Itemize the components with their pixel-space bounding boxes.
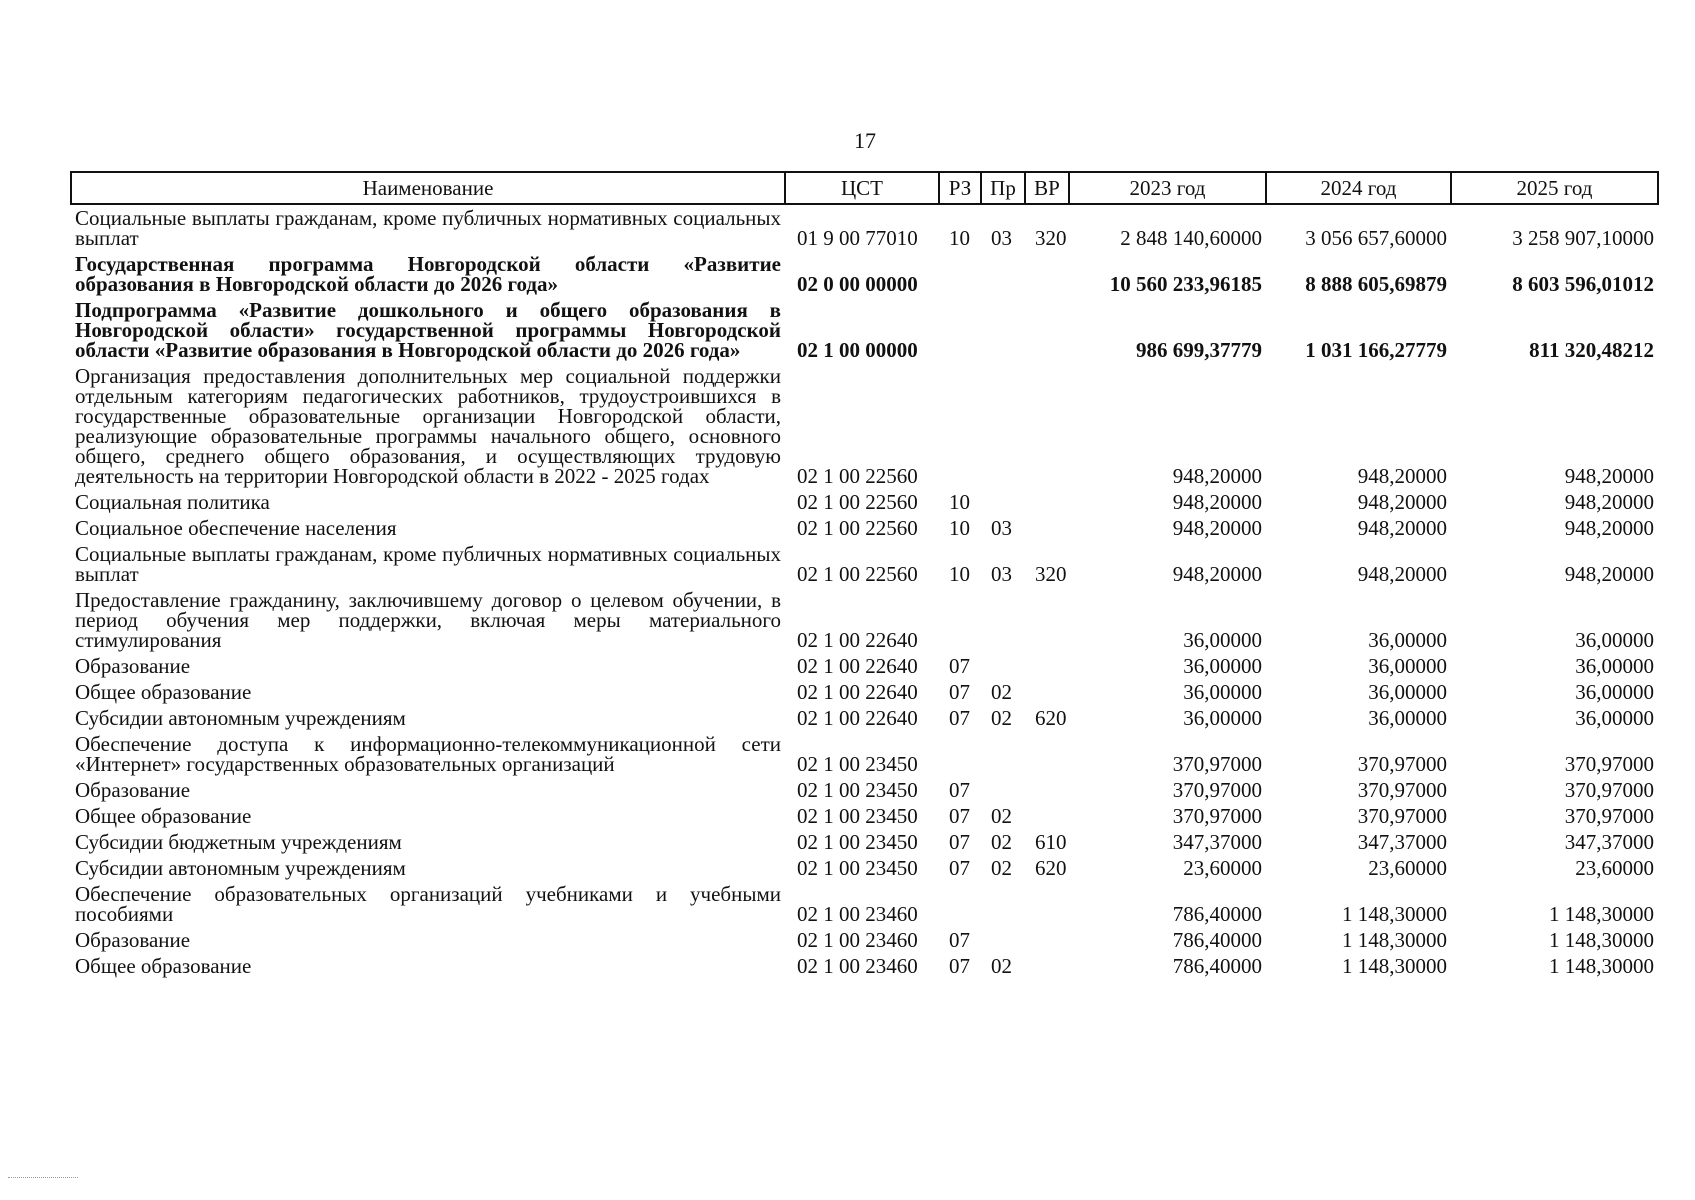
header-vr: ВР (1025, 172, 1069, 204)
table-row (71, 777, 1658, 803)
cell-2024: 1 031 166,27779 (1305, 338, 1447, 362)
table-row (71, 803, 1658, 829)
cell-2025: 36,00000 (1575, 680, 1654, 704)
cell-name: Социальное обеспечение населения (75, 516, 397, 540)
cell-vr: 610 (1035, 830, 1067, 854)
cell-2024: 370,97000 (1357, 804, 1447, 828)
cell-pr (981, 777, 1025, 803)
cell-cst: 02 1 00 22640 (797, 628, 918, 652)
cell-rz: 07 (949, 804, 970, 828)
cell-2024: 948,20000 (1357, 516, 1447, 540)
cell-name: Образование (75, 778, 191, 802)
cell-vr: 620 (1035, 706, 1067, 730)
cell-vr (1025, 927, 1069, 953)
cell-2025: 948,20000 (1564, 562, 1654, 586)
cell-name: Обеспечение доступа к информационно-телекоммуникационной сети «Интернет» государственных образовательных организаций (75, 732, 781, 776)
cell-name: Образование (75, 654, 191, 678)
table-row (71, 587, 1658, 653)
cell-cst: 02 1 00 22560 (797, 464, 918, 488)
cell-cst: 02 1 00 23450 (797, 752, 918, 776)
cell-cst: 02 1 00 23450 (797, 830, 918, 854)
cell-rz: 07 (949, 706, 970, 730)
cell-pr (981, 489, 1025, 515)
cell-cst: 02 1 00 22640 (797, 680, 918, 704)
table-row (71, 653, 1658, 679)
cell-2025: 8 603 596,01012 (1512, 272, 1654, 296)
cell-rz: 07 (949, 856, 970, 880)
cell-rz: 10 (949, 226, 970, 250)
cell-rz: 07 (949, 954, 970, 978)
cell-2024: 36,00000 (1368, 680, 1447, 704)
cell-name: Субсидии бюджетным учреждениям (75, 830, 402, 854)
cell-name: Общее образование (75, 680, 252, 704)
cell-2025: 370,97000 (1564, 804, 1654, 828)
table-body (71, 204, 1658, 979)
cell-2023: 2 848 140,60000 (1120, 226, 1262, 250)
cell-2024: 948,20000 (1357, 464, 1447, 488)
table-row (71, 855, 1658, 881)
cell-name: Социальные выплаты гражданам, кроме публичных нормативных социальных выплат (75, 542, 781, 586)
cell-pr (981, 927, 1025, 953)
header-2024: 2024 год (1266, 172, 1451, 204)
cell-name: Обеспечение образовательных организаций учебниками и учебными пособиями (75, 882, 781, 926)
cell-vr: 320 (1035, 562, 1067, 586)
cell-2023: 948,20000 (1172, 490, 1262, 514)
cell-vr (1025, 777, 1069, 803)
cell-pr: 02 (991, 830, 1012, 854)
cell-rz: 10 (949, 516, 970, 540)
cell-pr (981, 731, 1025, 777)
table-row (71, 953, 1658, 979)
header-rz: РЗ (939, 172, 981, 204)
cell-vr: 320 (1035, 226, 1067, 250)
table-row (71, 251, 1658, 297)
cell-rz (939, 731, 981, 777)
cell-pr: 03 (991, 562, 1012, 586)
cell-2025: 948,20000 (1564, 490, 1654, 514)
cell-2025: 347,37000 (1564, 830, 1654, 854)
cell-rz: 07 (949, 778, 970, 802)
cell-cst: 02 1 00 23450 (797, 778, 918, 802)
cell-pr: 02 (991, 680, 1012, 704)
cell-vr (1025, 587, 1069, 653)
cell-cst: 02 1 00 22560 (797, 490, 918, 514)
cell-cst: 02 1 00 00000 (797, 338, 918, 362)
cell-cst: 02 0 00 00000 (797, 272, 918, 296)
header-2025: 2025 год (1451, 172, 1658, 204)
cell-2025: 370,97000 (1564, 778, 1654, 802)
cell-vr (1025, 297, 1069, 363)
cell-2023: 36,00000 (1183, 706, 1262, 730)
cell-rz (939, 297, 981, 363)
cell-vr: 620 (1035, 856, 1067, 880)
cell-2024: 8 888 605,69879 (1305, 272, 1447, 296)
cell-vr (1025, 953, 1069, 979)
cell-2024: 370,97000 (1357, 778, 1447, 802)
cell-name: Социальные выплаты гражданам, кроме публичных нормативных социальных выплат (75, 206, 781, 250)
table-header (71, 172, 1658, 204)
budget-table (70, 171, 1659, 979)
cell-2025: 1 148,30000 (1549, 954, 1654, 978)
table-row (71, 705, 1658, 731)
cell-2024: 1 148,30000 (1342, 954, 1447, 978)
cell-2023: 986 699,37779 (1136, 338, 1262, 362)
cell-cst: 02 1 00 22560 (797, 562, 918, 586)
cell-pr: 02 (991, 954, 1012, 978)
cell-rz (939, 363, 981, 489)
cell-pr: 02 (991, 706, 1012, 730)
table-row (71, 363, 1658, 489)
table-row (71, 927, 1658, 953)
cell-name: Субсидии автономным учреждениям (75, 856, 406, 880)
table-row (71, 679, 1658, 705)
cell-2023: 948,20000 (1172, 516, 1262, 540)
cell-cst: 01 9 00 77010 (797, 226, 918, 250)
cell-cst: 02 1 00 22560 (797, 516, 918, 540)
cell-pr (981, 587, 1025, 653)
cell-name: Организация предоставления дополнительных мер социальной поддержки отдельным категориям педагогических работников, трудоустроившихся в государственные образовательные организации Новгородской области, реализующие образовательные программы начального общего, основного общего, среднего общего образования, и осуществляющих трудовую деятельность на территории Новгородской области в 2022 - 2025 годах (75, 364, 781, 488)
cell-2025: 36,00000 (1575, 654, 1654, 678)
cell-vr (1025, 251, 1069, 297)
cell-cst: 02 1 00 23460 (797, 928, 918, 952)
cell-2023: 786,40000 (1172, 954, 1262, 978)
cell-pr: 02 (991, 804, 1012, 828)
cell-cst: 02 1 00 23450 (797, 856, 918, 880)
cell-cst: 02 1 00 23460 (797, 954, 918, 978)
cell-2023: 36,00000 (1183, 680, 1262, 704)
table-row (71, 489, 1658, 515)
cell-2024: 36,00000 (1368, 706, 1447, 730)
cell-name: Субсидии автономным учреждениям (75, 706, 406, 730)
cell-name: Образование (75, 928, 191, 952)
cell-2025: 23,60000 (1575, 856, 1654, 880)
cell-vr (1025, 881, 1069, 927)
cell-pr (981, 297, 1025, 363)
cell-2023: 786,40000 (1172, 928, 1262, 952)
page-number: 17 (854, 128, 876, 153)
cell-name: Общее образование (75, 954, 252, 978)
cell-vr (1025, 803, 1069, 829)
cell-name: Социальная политика (75, 490, 270, 514)
cell-pr: 02 (991, 856, 1012, 880)
cell-cst: 02 1 00 22640 (797, 654, 918, 678)
cell-vr (1025, 363, 1069, 489)
cell-2024: 36,00000 (1368, 628, 1447, 652)
cell-rz: 07 (949, 680, 970, 704)
cell-2023: 370,97000 (1172, 804, 1262, 828)
cell-rz: 07 (949, 928, 970, 952)
cell-2024: 23,60000 (1368, 856, 1447, 880)
cell-name: Подпрограмма «Развитие дошкольного и общего образования в Новгородской области» государственной программы Новгородской области «Развитие образования в Новгородской области до 2026 года» (75, 298, 781, 362)
table-row (71, 297, 1658, 363)
cell-2023: 10 560 233,96185 (1109, 272, 1262, 296)
table-row (71, 541, 1658, 587)
cell-cst: 02 1 00 23450 (797, 804, 918, 828)
cell-pr: 03 (991, 516, 1012, 540)
cell-vr (1025, 679, 1069, 705)
cell-name: Общее образование (75, 804, 252, 828)
cell-2023: 347,37000 (1172, 830, 1262, 854)
cell-pr (981, 653, 1025, 679)
table-row (71, 881, 1658, 927)
cell-cst: 02 1 00 23460 (797, 902, 918, 926)
header-pr: Пр (981, 172, 1025, 204)
cell-2025: 1 148,30000 (1549, 928, 1654, 952)
cell-vr (1025, 653, 1069, 679)
cell-2024: 347,37000 (1357, 830, 1447, 854)
cell-vr (1025, 515, 1069, 541)
cell-name: Предоставление гражданину, заключившему договор о целевом обучении, в период обучения мер поддержки, включая меры материального стимулирования (75, 588, 781, 652)
cell-vr (1025, 489, 1069, 515)
cell-rz: 07 (949, 830, 970, 854)
cell-2024: 370,97000 (1357, 752, 1447, 776)
scan-artifact (8, 1175, 78, 1178)
cell-pr (981, 881, 1025, 927)
cell-2024: 3 056 657,60000 (1305, 226, 1447, 250)
cell-rz: 10 (949, 490, 970, 514)
cell-2025: 3 258 907,10000 (1512, 226, 1654, 250)
cell-rz: 07 (949, 654, 970, 678)
cell-2024: 36,00000 (1368, 654, 1447, 678)
cell-rz (939, 881, 981, 927)
cell-2023: 36,00000 (1183, 628, 1262, 652)
cell-2023: 23,60000 (1183, 856, 1262, 880)
cell-2023: 370,97000 (1172, 778, 1262, 802)
cell-2025: 811 320,48212 (1529, 338, 1654, 362)
cell-2024: 1 148,30000 (1342, 928, 1447, 952)
table-row (71, 204, 1658, 251)
cell-rz (939, 587, 981, 653)
cell-2025: 36,00000 (1575, 628, 1654, 652)
cell-2025: 948,20000 (1564, 464, 1654, 488)
cell-2024: 1 148,30000 (1342, 902, 1447, 926)
cell-2025: 948,20000 (1564, 516, 1654, 540)
cell-2025: 1 148,30000 (1549, 902, 1654, 926)
cell-rz (939, 251, 981, 297)
header-cst: ЦСТ (785, 172, 939, 204)
cell-2023: 370,97000 (1172, 752, 1262, 776)
cell-2023: 36,00000 (1183, 654, 1262, 678)
cell-pr (981, 251, 1025, 297)
header-name: Наименование (71, 172, 785, 204)
cell-cst: 02 1 00 22640 (797, 706, 918, 730)
table-row (71, 731, 1658, 777)
cell-2023: 786,40000 (1172, 902, 1262, 926)
cell-pr: 03 (991, 226, 1012, 250)
cell-2024: 948,20000 (1357, 562, 1447, 586)
table-row (71, 515, 1658, 541)
cell-2024: 948,20000 (1357, 490, 1447, 514)
cell-2023: 948,20000 (1172, 562, 1262, 586)
header-2023: 2023 год (1069, 172, 1266, 204)
cell-2023: 948,20000 (1172, 464, 1262, 488)
table-row (71, 829, 1658, 855)
cell-vr (1025, 731, 1069, 777)
cell-name: Государственная программа Новгородской области «Развитие образования в Новгородской области до 2026 года» (75, 252, 781, 296)
cell-2025: 36,00000 (1575, 706, 1654, 730)
cell-rz: 10 (949, 562, 970, 586)
cell-pr (981, 363, 1025, 489)
cell-2025: 370,97000 (1564, 752, 1654, 776)
